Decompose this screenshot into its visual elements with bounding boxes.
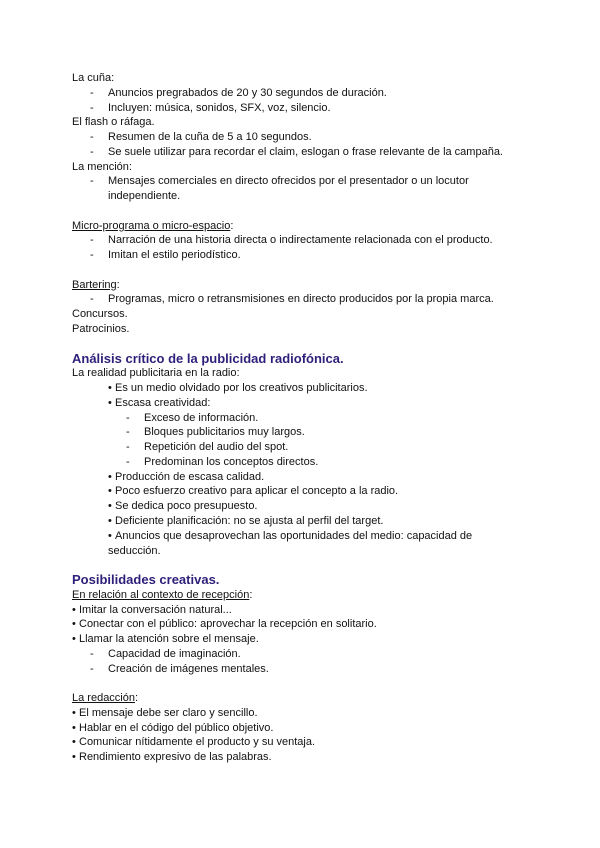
text-line <box>0 721 600 736</box>
text-line <box>0 662 600 677</box>
text-line <box>0 174 600 189</box>
line-text: Resumen de la cuña de 5 a 10 segundos. <box>108 131 312 144</box>
line-text: Imitar la conversación natural... <box>79 603 232 616</box>
line-text: Narración de una historia directa o indirectamente relacionada con el producto. <box>108 234 493 247</box>
line-text: Exceso de información. <box>144 411 259 424</box>
text-line <box>0 470 600 485</box>
dash-bullet-icon: - <box>90 647 94 660</box>
text-line <box>0 86 600 101</box>
text-line <box>0 101 600 116</box>
text-line <box>0 233 600 248</box>
line-text: Es un medio olvidado por los creativos publicitarios. <box>115 382 368 395</box>
text-line <box>0 750 600 765</box>
line-text: Comunicar nítidamente el producto y su ventaja. <box>79 736 316 749</box>
line-text: Se dedica poco presupuesto. <box>115 500 258 513</box>
blank-line <box>0 558 600 573</box>
line-text: Incluyen: música, sonidos, SFX, voz, silencio. <box>108 101 331 114</box>
subheading-colon: : <box>249 588 253 601</box>
blank-line <box>0 263 600 278</box>
section-heading <box>0 352 600 367</box>
bullet-icon: • <box>72 736 76 749</box>
bullet-icon: • <box>72 706 76 719</box>
text-line <box>0 617 600 632</box>
line-text: Patrocinios. <box>72 323 130 336</box>
text-line <box>0 248 600 263</box>
dash-bullet-icon: - <box>90 86 94 99</box>
section-heading <box>0 573 600 588</box>
text-line <box>0 632 600 647</box>
subheading-colon: : <box>135 692 139 705</box>
subheading-colon: : <box>230 219 234 232</box>
bullet-icon: • <box>72 751 76 764</box>
text-line <box>0 145 600 160</box>
text-line <box>0 130 600 145</box>
text-line <box>0 691 600 706</box>
bullet-icon: • <box>108 500 112 513</box>
line-text: Imitan el estilo periodístico. <box>108 249 241 262</box>
dash-bullet-icon: - <box>90 234 94 247</box>
dash-bullet-icon: - <box>126 455 130 468</box>
blank-line <box>0 337 600 352</box>
bullet-icon: • <box>108 529 112 542</box>
text-line <box>0 529 600 544</box>
text-line <box>0 292 600 307</box>
line-text: Producción de escasa calidad. <box>115 470 265 483</box>
text-line <box>0 71 600 86</box>
bullet-icon: • <box>108 396 112 409</box>
dash-bullet-icon: - <box>90 293 94 306</box>
subheading-label: La redacción <box>72 692 135 705</box>
text-line <box>0 544 600 559</box>
line-text: independiente. <box>108 190 181 203</box>
line-text: Mensajes comerciales en directo ofrecidos por el presentador o un locutor <box>108 175 469 188</box>
line-text: Anuncios pregrabados de 20 y 30 segundos de duración. <box>108 86 387 99</box>
text-line <box>0 396 600 411</box>
blank-line <box>0 676 600 691</box>
subheading-colon: : <box>116 278 120 291</box>
text-line <box>0 647 600 662</box>
text-line <box>0 189 600 204</box>
line-text: La cuña: <box>72 72 115 84</box>
dash-bullet-icon: - <box>126 441 130 454</box>
line-text: El mensaje debe ser claro y sencillo. <box>79 706 258 719</box>
line-text: seducción. <box>108 544 161 557</box>
dash-bullet-icon: - <box>90 145 94 158</box>
text-line <box>0 706 600 721</box>
dash-bullet-icon: - <box>126 426 130 439</box>
text-line <box>0 588 600 603</box>
bullet-icon: • <box>72 603 76 616</box>
line-text: El flash o ráfaga. <box>72 116 155 129</box>
line-text: Escasa creatividad: <box>115 396 211 409</box>
dash-bullet-icon: - <box>90 175 94 188</box>
bullet-icon: • <box>72 633 76 646</box>
bullet-icon: • <box>108 514 112 527</box>
text-line <box>0 411 600 426</box>
blank-line <box>0 204 600 219</box>
heading-text: Posibilidades creativas. <box>72 572 220 588</box>
line-text: La realidad publicitaria en la radio: <box>72 367 240 380</box>
line-text: Programas, micro o retransmisiones en directo producidos por la propia marca. <box>108 293 494 306</box>
subheading <box>72 588 252 603</box>
subheading <box>72 278 120 293</box>
text-line <box>0 307 600 322</box>
text-line <box>0 160 600 175</box>
text-line <box>0 440 600 455</box>
line-text: Anuncios que desaprovechan las oportunidades del medio: capacidad de <box>115 529 473 542</box>
document-page <box>0 71 600 765</box>
line-text: Predominan los conceptos directos. <box>144 455 319 468</box>
text-line <box>0 603 600 618</box>
text-line <box>0 115 600 130</box>
text-line <box>0 278 600 293</box>
line-text: Se suele utilizar para recordar el claim, eslogan o frase relevante de la campaña. <box>108 145 503 158</box>
dash-bullet-icon: - <box>90 101 94 114</box>
line-text: Concursos. <box>72 308 128 321</box>
dash-bullet-icon: - <box>126 411 130 424</box>
subheading <box>72 219 233 234</box>
text-line <box>0 219 600 234</box>
subheading <box>72 691 138 706</box>
text-line <box>0 381 600 396</box>
dash-bullet-icon: - <box>90 249 94 262</box>
bullet-icon: • <box>72 721 76 734</box>
line-text: Poco esfuerzo creativo para aplicar el concepto a la radio. <box>115 485 399 498</box>
dash-bullet-icon: - <box>90 662 94 675</box>
line-text: Bloques publicitarios muy largos. <box>144 426 305 439</box>
bullet-icon: • <box>108 470 112 483</box>
heading-text: Análisis crítico de la publicidad radiofónica. <box>72 350 344 366</box>
text-line <box>0 499 600 514</box>
line-text: Creación de imágenes mentales. <box>108 662 269 675</box>
bullet-icon: • <box>72 618 76 631</box>
dash-bullet-icon: - <box>90 131 94 144</box>
text-line <box>0 484 600 499</box>
line-text: Conectar con el público: aprovechar la recepción en solitario. <box>79 618 377 631</box>
line-text: Llamar la atención sobre el mensaje. <box>79 633 259 646</box>
text-line <box>0 322 600 337</box>
line-text: La mención: <box>72 160 132 173</box>
bullet-icon: • <box>108 382 112 395</box>
line-text: Repetición del audio del spot. <box>144 441 289 454</box>
text-line <box>0 455 600 470</box>
line-text: Deficiente planificación: no se ajusta al perfil del target. <box>115 514 384 527</box>
text-line <box>0 425 600 440</box>
line-text: Rendimiento expresivo de las palabras. <box>79 751 272 764</box>
text-line <box>0 514 600 529</box>
text-line <box>0 366 600 381</box>
text-line <box>0 735 600 750</box>
line-text: Hablar en el código del público objetivo. <box>79 721 274 734</box>
line-text: Capacidad de imaginación. <box>108 647 241 660</box>
subheading-label: Micro-programa o micro-espacio <box>72 219 231 232</box>
subheading-label: Bartering <box>72 278 117 291</box>
bullet-icon: • <box>108 485 112 498</box>
subheading-label: En relación al contexto de recepción <box>72 588 250 601</box>
